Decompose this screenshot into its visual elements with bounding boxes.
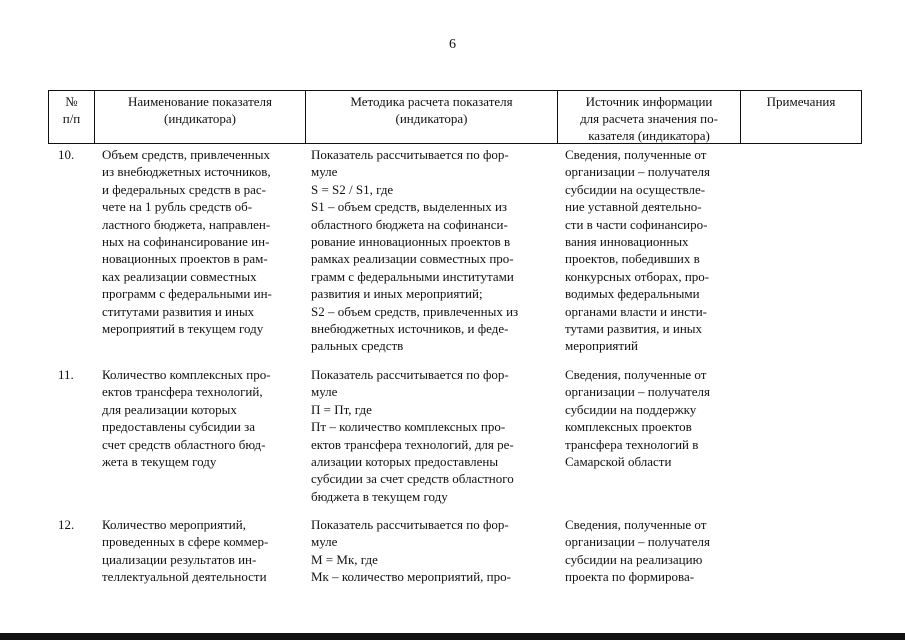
- row-name: Количество комплексных про- ектов трансфера технологий, для реализации которых предоставлены субсидии за счет средств областного бюд- жета в текущем году: [102, 367, 271, 470]
- row-method: Показатель рассчитывается по фор- муле S = S2 / S1, где S1 – объем средств, выделенных из областного бюджета на софинанси- рование инновационных проектов в рамках реализации совместных про- грамм с федеральными институтами развития и иных мероприятий; S2 – объем средств, привлеченных из внебюджетных источников, и феде- ральных средств: [311, 147, 519, 354]
- row-source: Сведения, полученные от организации – получателя субсидии на реализацию проекта по формирова-: [565, 517, 710, 585]
- row-source: Сведения, полученные от организации – получателя субсидии на поддержку комплексных проектов трансфера технологий в Самарской области: [565, 367, 710, 470]
- row-method: Показатель рассчитывается по фор- муле М = Мк, где Мк – количество мероприятий, про-: [311, 517, 511, 585]
- row-num: 10.: [58, 147, 75, 162]
- header-notes: Примечания: [740, 91, 862, 143]
- header-name: Наименование показателя (индикатора): [94, 91, 305, 143]
- table-header: [48, 90, 862, 144]
- row-num: 12.: [58, 517, 75, 532]
- scan-bottom-edge: [0, 633, 905, 640]
- header-source: Источник информации для расчета значения по- казателя (индикатора): [557, 91, 740, 143]
- header-num: № п/п: [48, 91, 94, 143]
- header-method: Методика расчета показателя (индикатора): [305, 91, 557, 143]
- row-method: Показатель рассчитывается по фор- муле П = Пт, где Пт – количество комплексных про- ектов трансфера технологий, для ре- ализации которых предоставлены субсидии за счет средств областного бюджета в текущем году: [311, 367, 514, 504]
- row-name: Объем средств, привлеченных из внебюджетных источников, и федеральных средств в рас- чете на 1 рубль средств об- ластного бюджета, направлен- ных на софинансирование ин- новационных проектов в рам- ках реализации совместных программ с федеральными ин- ститутами развития и иных мероприятий в текущем году: [102, 147, 272, 337]
- row-source: Сведения, полученные от организации – получателя субсидии на осуществле- ние уставной деятельно- сти в части софинансиро- вания инновационных проектов, победивших в конкурсных отборах, про- водимых федеральными органами власти и инсти- тутами развития, и иных мероприятий: [565, 147, 710, 354]
- row-num: 11.: [58, 367, 74, 382]
- page-number: 6: [449, 37, 456, 52]
- row-name: Количество мероприятий, проведенных в сфере коммер- циализации результатов ин- теллектуальной деятельности: [102, 517, 269, 585]
